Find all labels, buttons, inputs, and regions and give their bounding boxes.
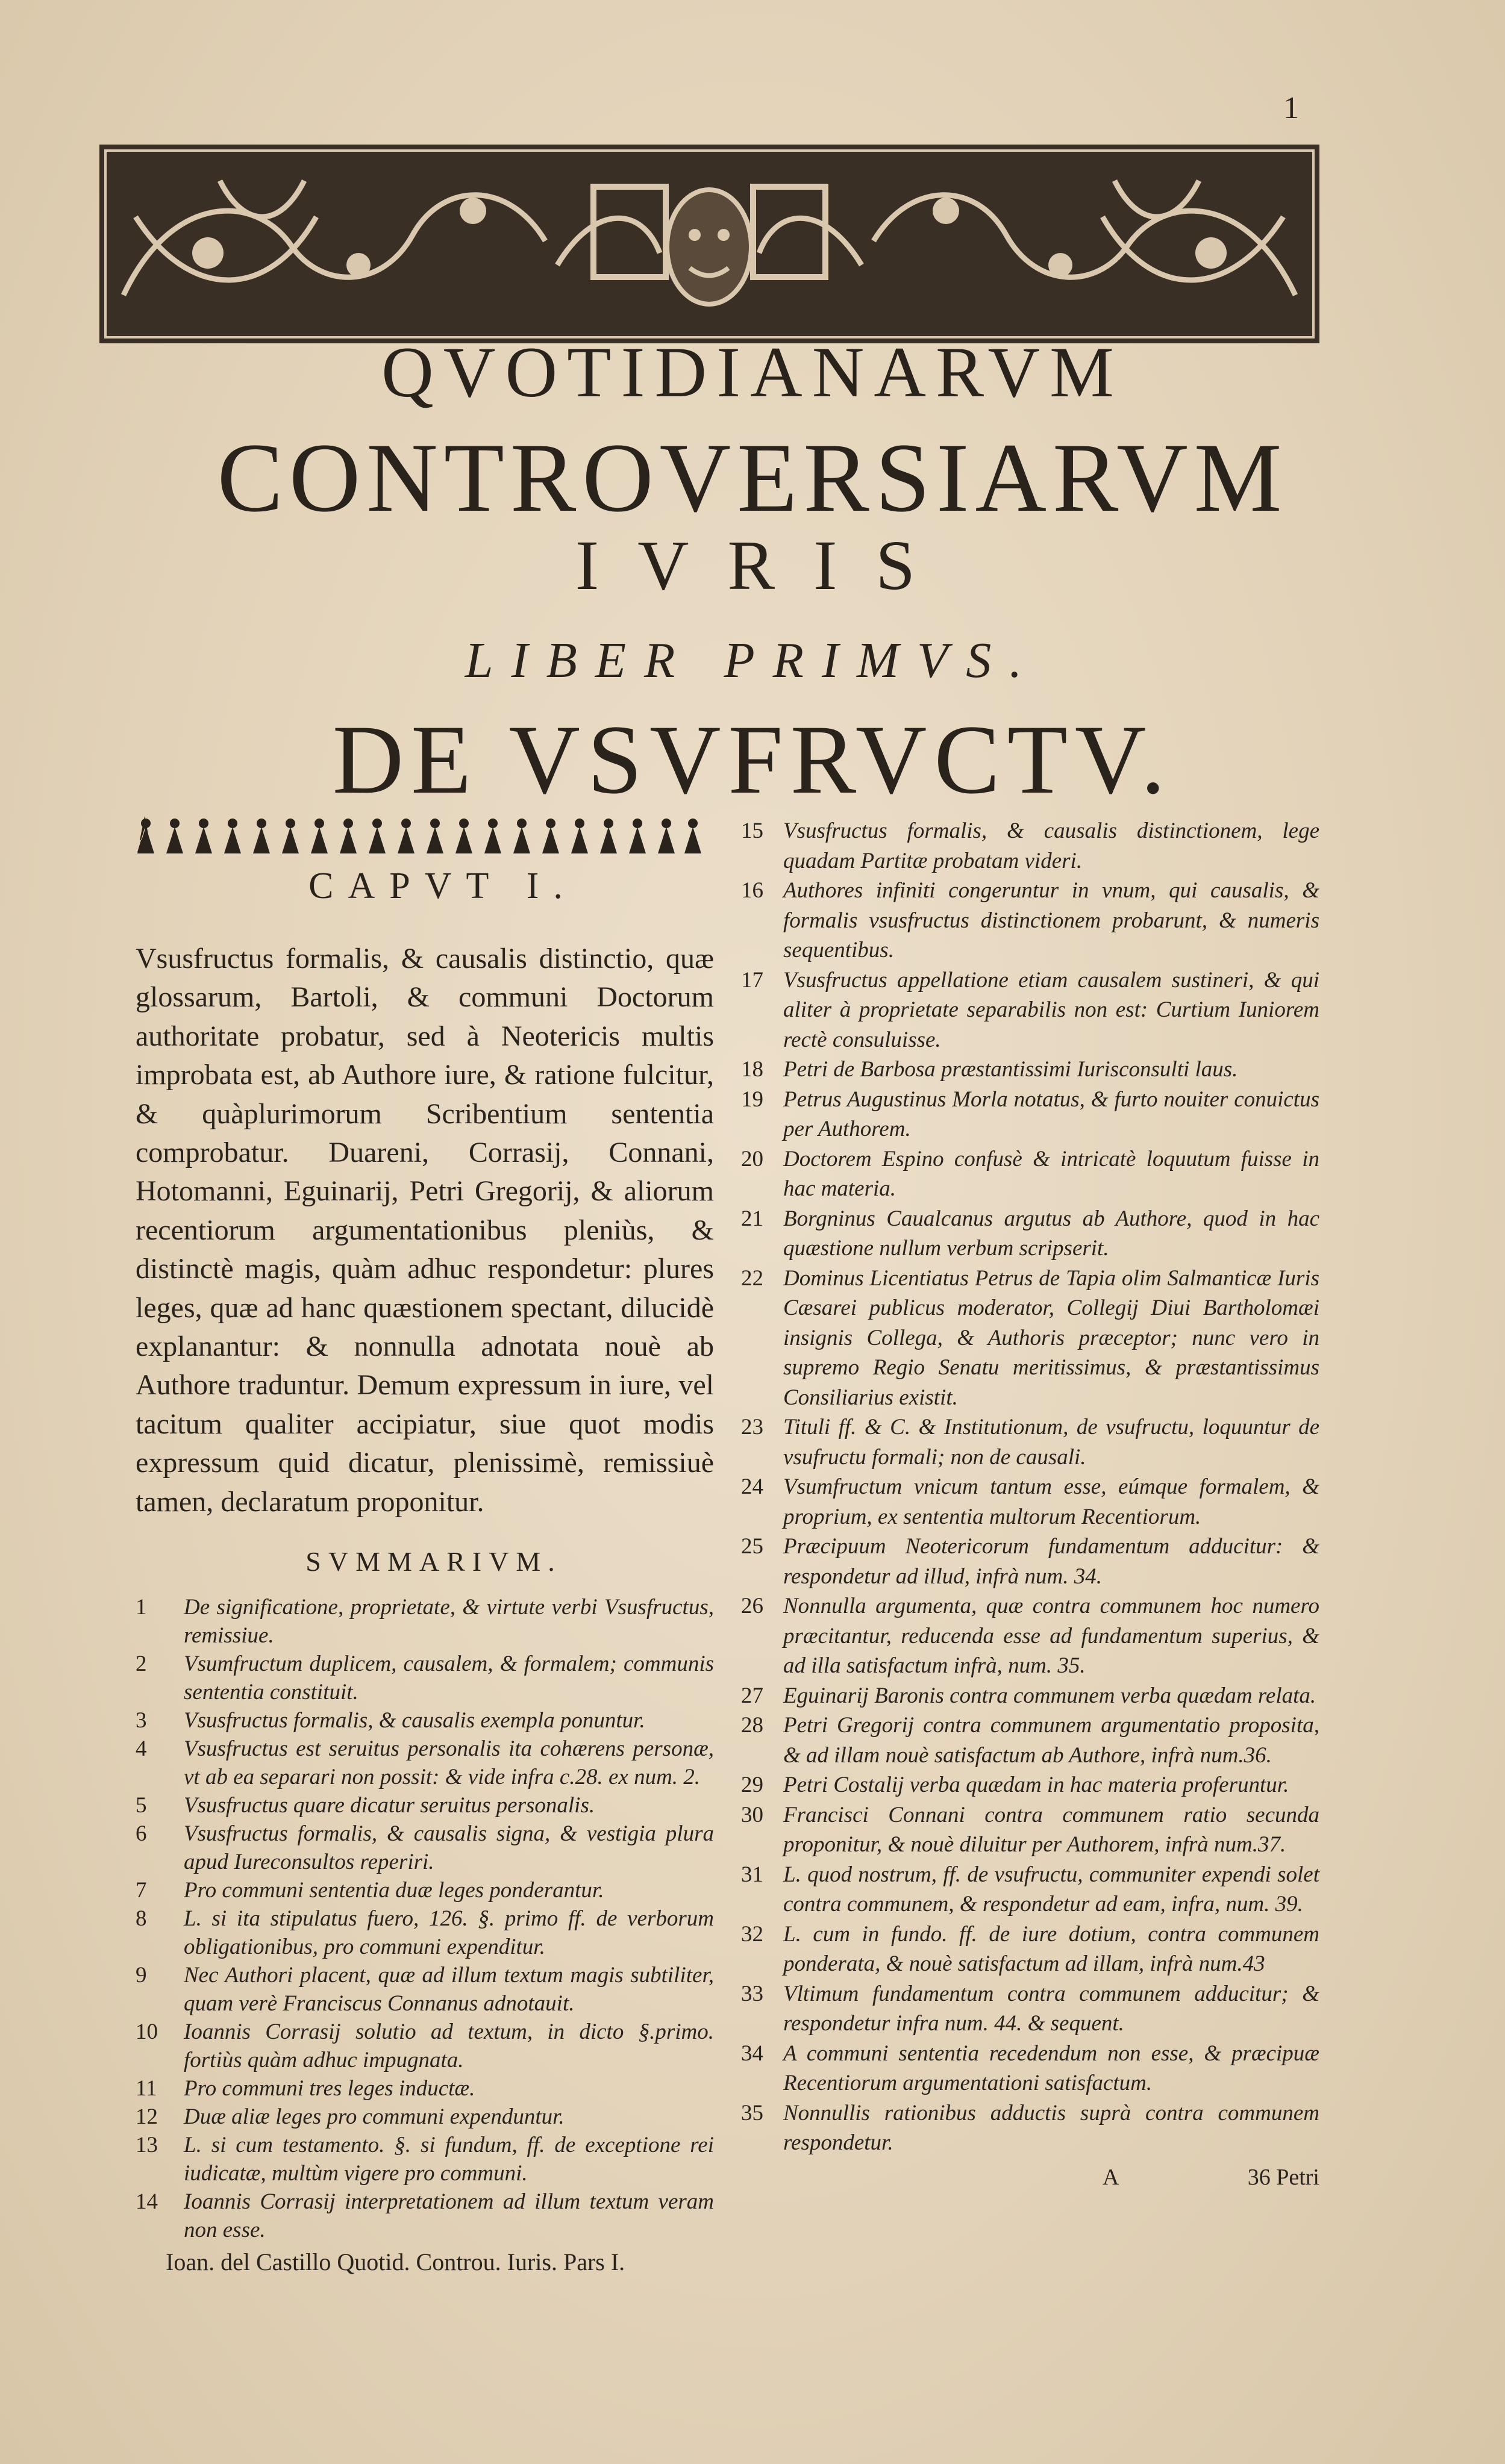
summary-entry [136,1820,714,1876]
summary-entry-text: Vsumfructum vnicum tantum esse, eúmque formalem, & proprium, ex sententia multorum Recentiorum. [783,1474,1319,1529]
summary-entry-text: Tituli ff. & C. & Institutionum, de vsufructu, loquuntur de vsufructu formali; non de causali. [783,1415,1319,1470]
summary-entry-number: 26 [741,1594,763,1618]
summary-entry-text: Vsusfructus formalis, & causalis exempla ponuntur. [184,1708,645,1733]
summary-entry-text: L. si ita stipulatus fuero, 126. §. primo ff. de verborum obligationibus, pro communi expenditur. [184,1906,714,1960]
left-column [136,867,714,2276]
chapter-heading: CAPVT I. [308,866,577,906]
chapter-summary-paragraph: Vsusfructus formalis, & causalis distinctio, quæ glossarum, Bartoli, & communi Doctorum authoritate probatur, sed à Neotericis multis improbata est, ab Authore iure, & ratione fulcitur, & quàplurimorum Scribentium sententia comprobatur. Duareni, Corrasij, Connani, Hotomanni, Eguinarij, Petri Gregorij, & aliorum recentiorum argumentationibus pleniùs, & distinctè magis, quàm adhuc respondetur: plures leges, quæ ad hanc quæstionem spectant, dilucidè explanantur: & nonnulla adnotata nouè ab Authore traduntur. Demum expressum in iure, vel tacitum qualiter accipiatur, siue quot modis expressum quid dicatur, plenissimè, remissiuè tamen, declaratum proponitur. [136,943,714,1518]
summary-entry [741,1472,1319,1532]
right-column [741,816,1319,2191]
summary-entry-number: 1 [136,1595,147,1620]
summary-entry-text: Vsusfructus appellatione etiam causalem sustineri, & qui aliter à proprietate separabilis non est: Curtium Iuniorem rectè consuluisse. [783,967,1319,1052]
summary-entry-text: Eguinarij Baronis contra communem verba quædam relata. [783,1683,1316,1708]
summary-entry-number: 35 [741,2100,763,2126]
summary-entry-text: Dominus Licentiatus Petrus de Tapia olim Salmanticæ Iuris Cæsarei publicus moderator, Collegij Diui Bartholomæi insignis Collega, & Authoris præceptor; nunc vero in supremo Regio Senatu meritissimus, & præstantissimus Consiliarius existit. [783,1265,1319,1410]
summary-entry-text: L. quod nostrum, ff. de vsufructu, communiter expendi solet contra communem, & respondetur ad eam, infra, num. 39. [783,1862,1319,1917]
summary-entry [741,1770,1319,1800]
summary-entry [741,2039,1319,2098]
summary-entry [136,2131,714,2188]
summary-entry-text: Vsusfructus formalis, & causalis distinctionem, lege quadam Partitæ probatam videri. [783,819,1319,873]
summary-entry-text: A communi sententia recedendum non esse, & præcipuæ Recentiorum argumentationi satisfactum. [783,2041,1319,2095]
summary-entry-number: 33 [741,1981,763,2006]
summary-entry-text: Ioannis Corrasij interpretationem ad illum textum veram non esse. [184,2189,714,2243]
summary-entry-number: 27 [741,1683,763,1708]
summary-entry-text: Vsusfructus quare dicatur seruitus personalis. [184,1793,595,1818]
summary-entry-number: 22 [741,1265,763,1291]
summary-entry-number: 14 [136,2189,158,2215]
summary-entry [136,1706,714,1735]
summary-entry-text: Pro communi tres leges inductæ. [184,2076,475,2101]
signature-mark: A [1103,2164,1119,2190]
title-line-5: DE VSVFRVCTV. [332,705,1173,814]
summary-entry-number: 8 [136,1906,147,1932]
summary-entry-text: Petrus Augustinus Morla notatus, & furto nouiter conuictus per Authorem. [783,1087,1319,1141]
summary-entry-number: 15 [741,819,763,843]
summary-entry-number: 24 [741,1474,763,1499]
summary-list-left [136,1593,714,2244]
summary-entry [741,2098,1319,2158]
summary-entry-text: L. si cum testamento. §. si fundum, ff. de exceptione rei iudicatæ, multùm vigere pro communi. [184,2133,714,2186]
summary-entry-text: Borgninus Caualcanus argutus ab Authore, quod in hac quæstione nullum verbum scripserit. [783,1206,1319,1261]
summary-entry-text: Authores infiniti congeruntur in vnum, qui causalis, & formalis vsusfructus distinctionem probarunt, & numeris sequentibus. [783,878,1319,962]
summary-entry-text: De significatione, proprietate, & virtute verbi Vsusfructus, remissiue. [184,1595,714,1648]
summary-entry [741,1591,1319,1681]
summary-entry-number: 3 [136,1708,147,1733]
summary-entry [136,1904,714,1961]
summary-entry [136,2188,714,2244]
footer-running-title: Ioan. del Castillo Quotid. Controu. Iuris. Pars I. [166,2248,625,2276]
summary-entry [741,1979,1319,2039]
summary-entry [136,1961,714,2018]
summary-entry-text: Nonnulla argumenta, quæ contra communem hoc numero præcitantur, reducenda esse ad fundamentum superius, & ad illa satisfactum infrà, num. 35. [783,1594,1319,1678]
summary-entry-number: 19 [741,1087,763,1112]
summary-entry-number: 7 [136,1878,147,1903]
summary-entry-text: Pro communi sententia duæ leges ponderantur. [184,1878,604,1903]
summary-entry-number: 20 [741,1146,763,1171]
summary-entry [741,965,1319,1055]
summary-entry [741,1264,1319,1413]
summary-entry-number: 9 [136,1963,147,1988]
summary-entry-number: 18 [741,1057,763,1082]
summary-entry-text: Ioannis Corrasij solutio ad textum, in dicto §.primo. fortiùs quàm adhuc impugnata. [184,2020,714,2073]
summary-entry-number: 17 [741,967,763,993]
summary-entry [136,1593,714,1650]
summary-entry-number: 5 [136,1793,147,1818]
chapter-summary-text [136,940,714,1521]
summary-entry-text: Doctorem Espino confusè & intricatè loquutum fuisse in hac materia. [783,1146,1319,1201]
summary-entry-number: 4 [136,1736,147,1762]
summary-entry-text: Nonnullis rationibus adductis suprà contra communem respondetur. [783,2100,1319,2155]
summary-entry-number: 31 [741,1862,763,1887]
summary-entry-text: Vltimum fundamentum contra communem adducitur; & respondetur infra num. 44. & sequent. [783,1981,1319,2036]
summary-entry-number: 21 [741,1206,763,1231]
summary-entry-text: Petri Costalij verba quædam in hac materia proferuntur. [783,1773,1289,1797]
summary-entry [136,1650,714,1706]
page-number: 1 [1283,91,1299,125]
summary-entry [741,1681,1319,1711]
summary-entry [741,1800,1319,1860]
summary-entry-text: Vsumfructum duplicem, causalem, & formalem; communis sententia constituit. [184,1652,714,1705]
summary-entry-number: 10 [136,2020,158,2045]
summary-entry-number: 23 [741,1415,763,1439]
summary-entry [741,1412,1319,1472]
summary-entry-text: Vsusfructus formalis, & causalis signa, & vestigia plura apud Iureconsultos reperiri. [184,1821,714,1875]
summary-entry-number: 12 [136,2104,158,2130]
summary-entry-number: 32 [741,1921,763,1947]
summary-entry [741,1055,1319,1085]
summary-entry [136,2103,714,2131]
summary-entry-number: 34 [741,2041,763,2066]
summary-entry-text: Petri Gregorij contra communem argumentatio proposita, & ad illam nouè satisfactum ab Authore, infrà num.36. [783,1713,1319,1768]
summary-entry [136,1791,714,1820]
summary-entry-number: 6 [136,1821,147,1847]
summarium-heading: SVMMARIVM. [305,1546,562,1577]
summary-entry [741,1144,1319,1204]
title-line-1: QVOTIDIANARVM [381,332,1124,412]
summary-entry [741,1532,1319,1591]
headpiece-ornament-icon [99,145,1319,343]
summary-entry [741,1860,1319,1920]
summary-entry [741,1204,1319,1264]
fleuron-border-icon [137,816,704,858]
summary-entry-text: L. cum in fundo. ff. de iure dotium, contra communem ponderata, & nouè satisfactum ad illam, infrà num.43 [783,1921,1319,1976]
summary-entry-number: 25 [741,1534,763,1559]
title-line-4: LIBER PRIMVS. [465,632,1040,688]
catchword-line [741,2164,1319,2191]
summary-entry-text: Petri de Barbosa præstantissimi Iurisconsulti laus. [783,1057,1238,1082]
summary-entry-number: 16 [741,878,763,903]
summary-entry [741,1711,1319,1770]
summary-entry-text: Francisci Connani contra communem ratio secunda proponitur, & nouè diluitur per Authorem, infrà num.37. [783,1802,1319,1857]
summary-entry-text: Nec Authori placent, quæ ad illum textum magis subtiliter, quam verè Franciscus Connanus adnotauit. [184,1963,714,2016]
summary-entry-text: Præcipuum Neotericorum fundamentum adducitur: & respondetur ad illud, infrà num. 34. [783,1534,1319,1589]
summary-entry [741,816,1319,876]
summary-entry [741,1085,1319,1144]
summary-entry-number: 11 [136,2076,157,2101]
summary-entry [136,1876,714,1904]
summary-entry [136,1735,714,1791]
summary-entry-text: Vsusfructus est seruitus personalis ita cohærens personæ, vt ab ea separari non possit: & vide infra c.28. ex num. 2. [184,1736,714,1790]
summary-entry [136,2074,714,2103]
title-line-3: IVRIS [575,526,954,605]
title-line-2: CONTROVERSIARVM [217,423,1288,532]
summary-entry-number: 29 [741,1773,763,1797]
summary-entry [136,2018,714,2074]
catchword: 36 Petri [1247,2164,1319,2190]
summary-entry-number: 13 [136,2133,158,2158]
summary-entry-number: 30 [741,1802,763,1827]
summary-entry [741,1920,1319,1979]
summary-entry-text: Duæ aliæ leges pro communi expenduntur. [184,2104,565,2130]
summary-entry-number: 2 [136,1652,147,1677]
summary-entry-number: 28 [741,1713,763,1738]
summary-entry [741,876,1319,965]
summary-list-right [741,816,1319,2158]
